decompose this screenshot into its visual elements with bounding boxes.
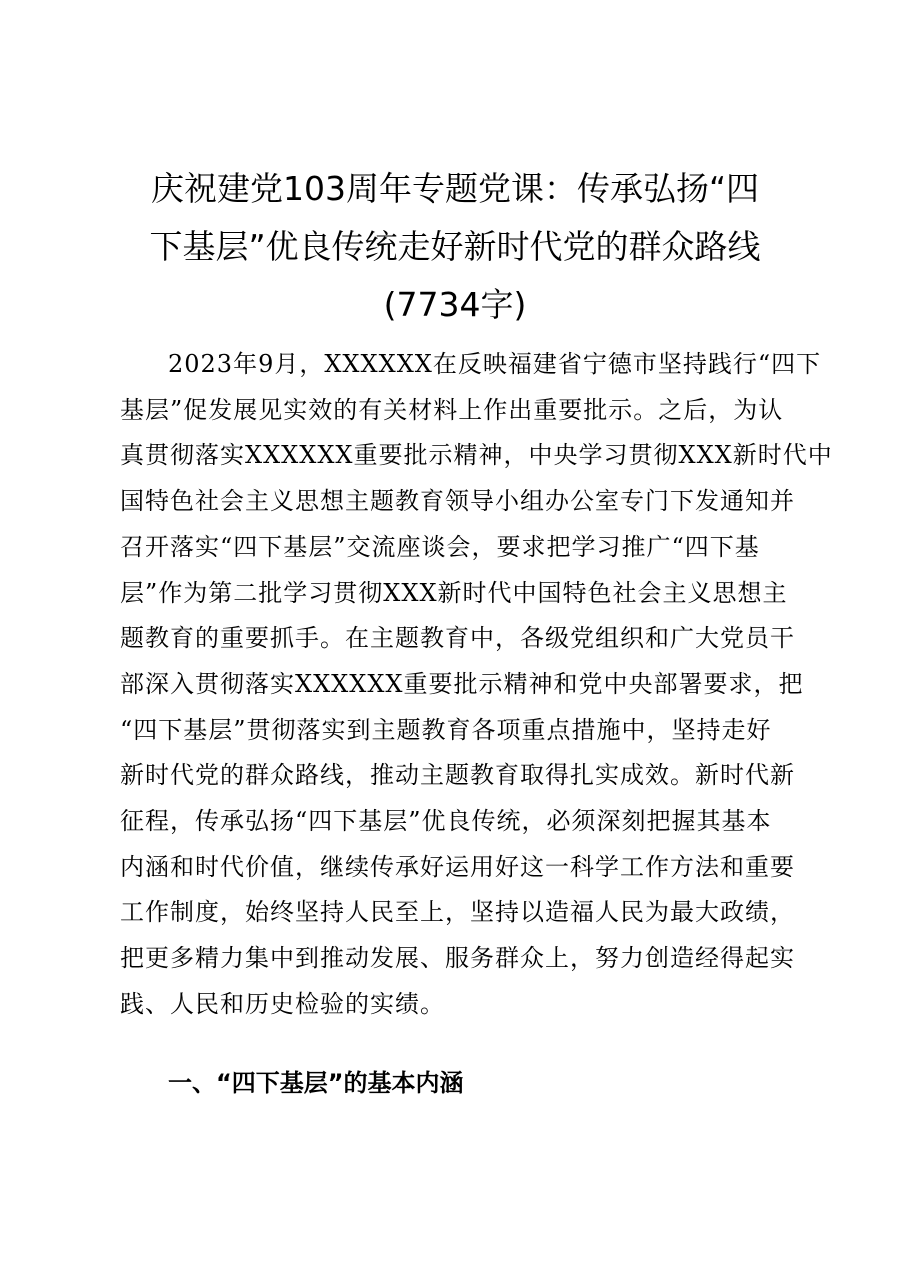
intro-paragraph: [120, 342, 833, 1028]
paragraph-line: 部深入贯彻落实XXXXXX重要批示精神和党中央部署要求，把: [120, 669, 804, 698]
paragraph-line: “四下基层”贯彻落实到主题教育各项重点措施中，坚持走好: [120, 715, 772, 744]
title-line-2: 下基层”优良传统走好新时代党的群众路线: [149, 227, 761, 266]
paragraph-line: 真贯彻落实XXXXXX重要批示精神，中央学习贯彻XXX新时代中: [120, 441, 833, 470]
paragraph-line: 新时代党的群众路线，推动主题教育取得扎实成效。新时代新: [120, 761, 795, 790]
document-title: [120, 160, 790, 334]
paragraph-line: 征程，传承弘扬“四下基层”优良传统，必须深刻把握其基本: [120, 807, 772, 836]
paragraph-line: 国特色社会主义思想主题教育领导小组办公室专门下发通知并: [120, 487, 795, 516]
paragraph-line: 2023年9月，XXXXXX在反映福建省宁德市坚持践行“四下: [168, 350, 822, 378]
paragraph-line: 题教育的重要抓手。在主题教育中，各级党组织和广大党员干: [120, 624, 795, 653]
paragraph-line: 内涵和时代价值，继续传承好运用好这一科学工作方法和重要: [120, 852, 795, 881]
paragraph-line: 基层”促发展见实效的有关材料上作出重要批示。之后，为认: [120, 395, 784, 424]
title-line-3: (7734字): [383, 285, 527, 324]
paragraph-line: 层”作为第二批学习贯彻XXX新时代中国特色社会主义思想主: [120, 578, 788, 607]
paragraph-line: 践、人民和历史检验的实绩。: [120, 989, 445, 1018]
section-heading: 一、“四下基层”的基本内涵: [168, 1069, 464, 1097]
title-line-1: 庆祝建党103周年专题党课：传承弘扬“四: [150, 169, 760, 208]
paragraph-line: 工作制度，始终坚持人民至上，坚持以造福人民为最大政绩，: [120, 898, 795, 927]
paragraph-line: 把更多精力集中到推动发展、服务群众上，努力创造经得起实: [120, 944, 795, 973]
paragraph-line: 召开落实“四下基层”交流座谈会，要求把学习推广“四下基: [120, 532, 760, 561]
